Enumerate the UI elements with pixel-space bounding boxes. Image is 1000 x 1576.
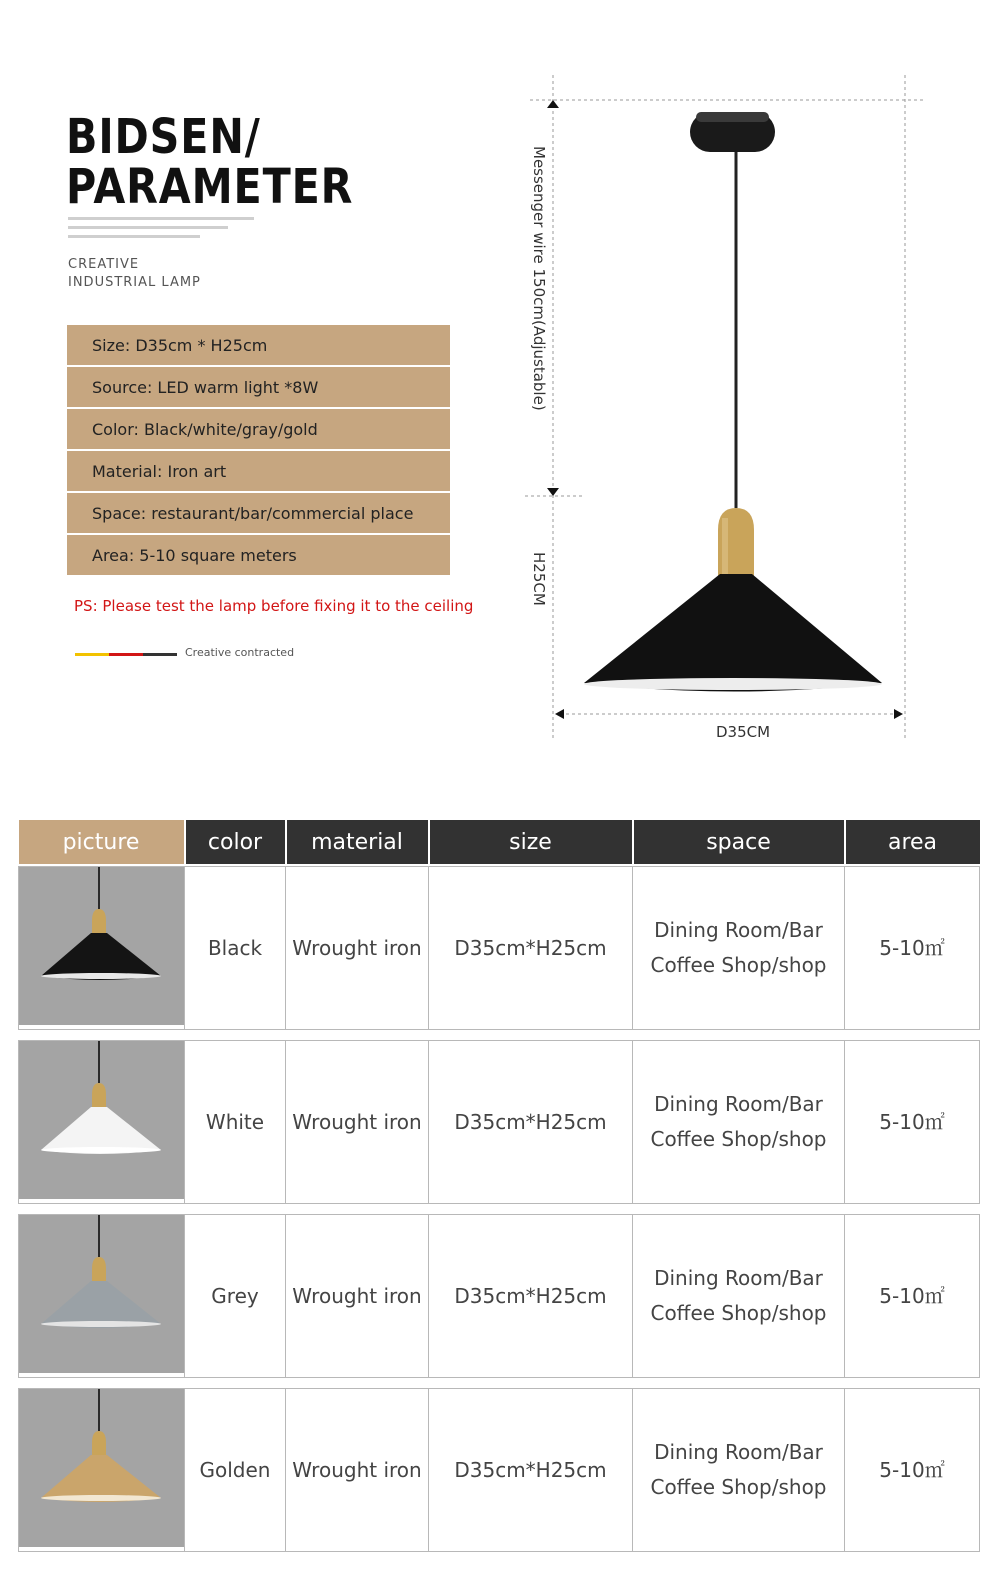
shade-inner-rim [584,678,882,690]
legend-text: Creative contracted [185,646,295,659]
brand-line-1: BIDSEN/ [66,109,261,165]
brand-line-2: PARAMETER [66,159,354,215]
header-space: space [633,820,845,864]
cell-space [633,1389,845,1552]
space-line-2: Coffee Shop/shop [650,1301,827,1325]
table-row [19,1389,980,1552]
space-line-1: Dining Room/Bar [654,1440,823,1464]
photo-brass-holder [92,1431,106,1457]
space-line-1: Dining Room/Bar [654,1092,823,1116]
param-size: Size: D35cm * H25cm [67,325,450,365]
cell-color: Golden [185,1389,286,1552]
brand-title [66,109,354,215]
space-line-1: Dining Room/Bar [654,1266,823,1290]
lamp-photo [19,1215,185,1378]
header-picture: picture [19,820,185,864]
cell-space [633,1215,845,1378]
photo-brass-holder [92,1257,106,1283]
cell-material: Wrought iron [286,1041,429,1204]
table-row [19,867,980,1030]
param-material: Material: Iron art [67,451,450,491]
photo-brass-holder [92,909,106,935]
header-material: material [286,820,429,864]
legend-color-lines [75,653,177,656]
param-space: Space: restaurant/bar/commercial place [67,493,450,533]
cell-area: 5-10㎡ [845,1041,980,1204]
cell-size: D35cm*H25cm [429,867,633,1030]
cell-area: 5-10㎡ [845,1389,980,1552]
fine-print-line [68,235,200,238]
fine-print-line [68,217,254,220]
cell-area: 5-10㎡ [845,867,980,1030]
lamp-shade [584,574,882,692]
param-color: Color: Black/white/gray/gold [67,409,450,449]
diameter-label: D35CM [716,723,771,741]
photo-shade-rim [41,973,161,979]
cell-space [633,867,845,1030]
table-row [19,1041,980,1204]
space-line-2: Coffee Shop/shop [650,1127,827,1151]
cell-material: Wrought iron [286,1215,429,1378]
lamp-photo [19,1041,185,1204]
header-color: color [185,820,286,864]
photo-shade-rim [41,1321,161,1327]
cell-color: White [185,1041,286,1204]
header-area: area [845,820,980,864]
space-line-2: Coffee Shop/shop [650,1475,827,1499]
wire-length-label: Messenger wire 150cm(Adjustable) [530,146,548,411]
photo-brass-holder [92,1083,106,1109]
product-subtitle [68,256,201,292]
subtitle-line-1: CREATIVE [68,257,140,272]
height-label: H25CM [530,552,548,606]
cell-size: D35cm*H25cm [429,1041,633,1204]
param-source: Source: LED warm light *8W [67,367,450,407]
space-line-2: Coffee Shop/shop [650,953,827,977]
spec-table [18,820,980,1552]
cell-size: D35cm*H25cm [429,1389,633,1552]
cell-color: Grey [185,1215,286,1378]
photo-shade-rim [41,1147,161,1153]
lamp-dimension-diagram [500,60,960,760]
fine-print-line [68,226,228,229]
param-area: Area: 5-10 square meters [67,535,450,575]
cell-material: Wrought iron [286,1389,429,1552]
cell-material: Wrought iron [286,867,429,1030]
space-line-1: Dining Room/Bar [654,918,823,942]
table-row [19,1215,980,1378]
cell-size: D35cm*H25cm [429,1215,633,1378]
cell-area: 5-10㎡ [845,1215,980,1378]
header-size: size [429,820,633,864]
cell-space [633,1041,845,1204]
photo-shade-rim [41,1495,161,1501]
lamp-photo [19,867,185,1030]
parameter-list [67,325,450,577]
cell-color: Black [185,867,286,1030]
ps-warning: PS: Please test the lamp before fixing it to the ceiling [74,597,474,615]
lamp-photo [19,1389,185,1552]
subtitle-line-2: INDUSTRIAL LAMP [68,275,201,290]
